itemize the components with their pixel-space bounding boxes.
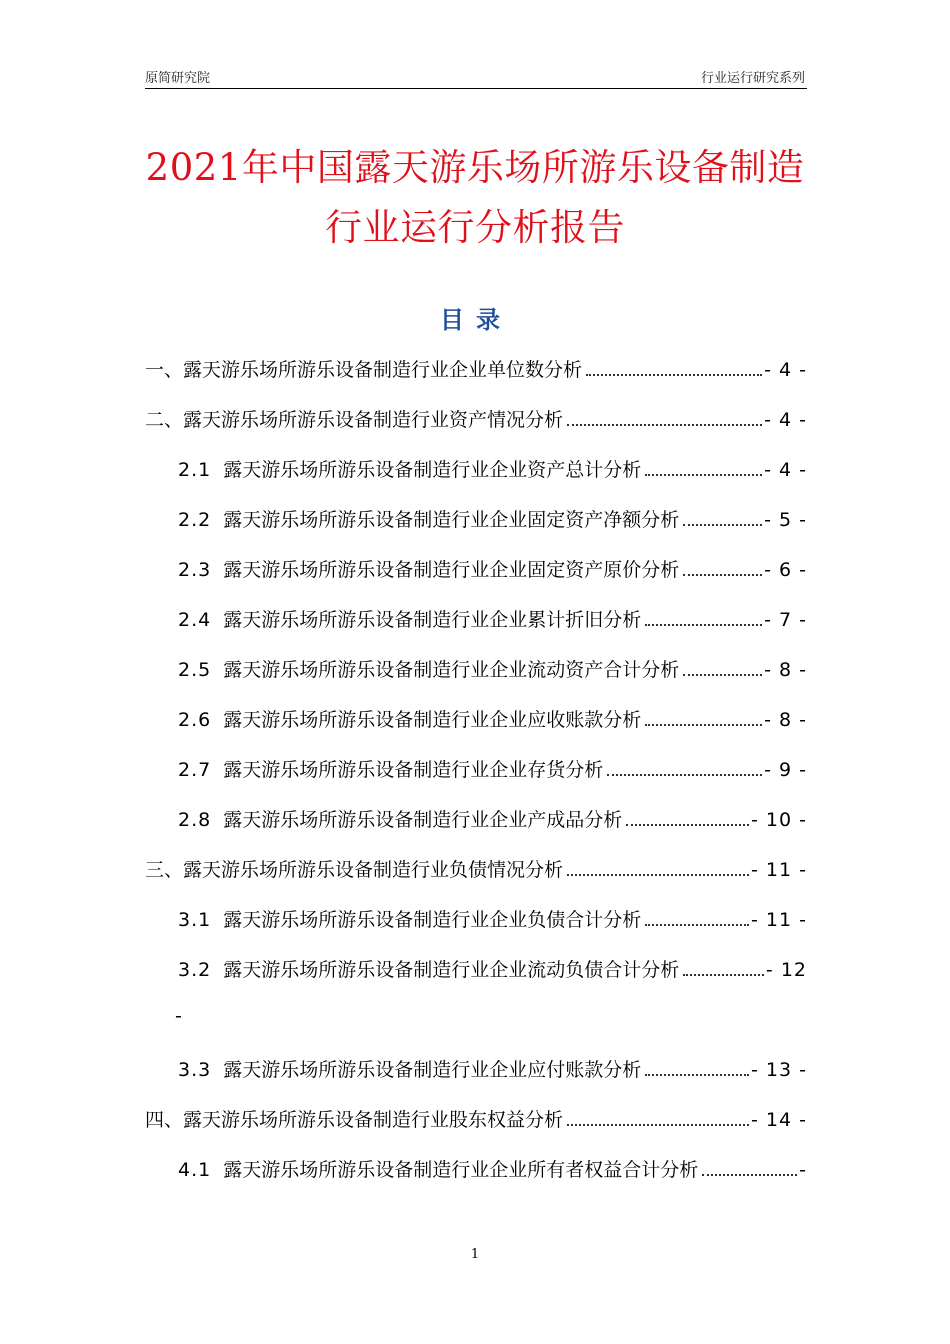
toc-entry-text: 露天游乐场所游乐设备制造行业企业所有者权益合计分析: [223, 1159, 699, 1181]
toc-dot-leader: [567, 874, 749, 876]
toc-entry-page: - 14 -: [751, 1109, 807, 1131]
title-line-2: 行业运行分析报告: [325, 206, 625, 249]
toc-entry-page: - 12: [765, 959, 807, 981]
toc-entry-page: - 6 -: [764, 559, 807, 581]
toc-dot-leader: [567, 424, 762, 426]
toc-entry-text: 三、露天游乐场所游乐设备制造行业负债情况分析: [145, 859, 564, 881]
toc-entry-text: 露天游乐场所游乐设备制造行业企业累计折旧分析: [223, 609, 642, 631]
toc-dot-leader: [626, 824, 749, 826]
toc-entry-page: - 10 -: [751, 809, 807, 831]
toc-entry[interactable]: [178, 555, 807, 585]
toc-entry-text: 露天游乐场所游乐设备制造行业企业固定资产净额分析: [223, 509, 680, 531]
report-title: [140, 138, 810, 258]
toc-dot-leader: [702, 1174, 797, 1176]
toc-entry-number: 3.3: [178, 1059, 212, 1081]
toc-dot-leader: [683, 574, 762, 576]
toc-entry[interactable]: [178, 655, 807, 685]
toc-entry[interactable]: [145, 1105, 807, 1135]
toc-entry[interactable]: [178, 755, 807, 785]
toc-dot-leader: [645, 1074, 749, 1076]
toc-entry-page: - 11 -: [751, 909, 807, 931]
toc-dot-leader: [683, 674, 762, 676]
toc-entry-page: - 8 -: [764, 709, 807, 731]
toc-entry[interactable]: [145, 405, 807, 435]
toc-dot-leader: [645, 624, 762, 626]
toc-dot-leader: [645, 924, 749, 926]
toc-dot-leader: [645, 474, 762, 476]
toc-entry-text: 四、露天游乐场所游乐设备制造行业股东权益分析: [145, 1109, 564, 1131]
toc-entry-number: 3.2: [178, 959, 212, 981]
toc-entry-page: - 11 -: [751, 859, 807, 881]
toc-entry-text: 露天游乐场所游乐设备制造行业企业应收账款分析: [223, 709, 642, 731]
toc-dot-leader: [607, 774, 762, 776]
toc-entry[interactable]: [178, 455, 807, 485]
toc-continuation-dash: -: [175, 1005, 182, 1027]
toc-entry-number: 3.1: [178, 909, 212, 931]
toc-entry-text: 露天游乐场所游乐设备制造行业企业流动负债合计分析: [223, 959, 680, 981]
toc-dot-leader: [586, 374, 762, 376]
toc-entry[interactable]: [178, 605, 807, 635]
toc-entry-text: 一、露天游乐场所游乐设备制造行业企业单位数分析: [145, 359, 583, 381]
toc-entry-text: 露天游乐场所游乐设备制造行业企业存货分析: [223, 759, 604, 781]
toc-entry-number: 2.4: [178, 609, 212, 631]
toc-entry-text: 露天游乐场所游乐设备制造行业企业应付账款分析: [223, 1059, 642, 1081]
toc-dot-leader: [683, 974, 764, 976]
toc-heading: 目录: [440, 306, 512, 334]
header-org: 原简研究院: [145, 71, 211, 86]
toc-entry-page: - 9 -: [764, 759, 807, 781]
toc-entry[interactable]: [145, 355, 807, 385]
toc-entry-page: - 5 -: [764, 509, 807, 531]
toc-entry[interactable]: [178, 905, 807, 935]
header-rule: [145, 88, 807, 89]
toc-entry-text: 露天游乐场所游乐设备制造行业企业产成品分析: [223, 809, 623, 831]
toc-entry-number: 2.7: [178, 759, 212, 781]
title-line-1: 2021年中国露天游乐场所游乐设备制造: [145, 146, 805, 189]
toc-entry-text: 露天游乐场所游乐设备制造行业企业固定资产原价分析: [223, 559, 680, 581]
toc-entry-page: - 7 -: [764, 609, 807, 631]
toc-entry-text: 二、露天游乐场所游乐设备制造行业资产情况分析: [145, 409, 564, 431]
toc-entry-page: - 13 -: [751, 1059, 807, 1081]
toc-entry-text: 露天游乐场所游乐设备制造行业企业负债合计分析: [223, 909, 642, 931]
toc-entry[interactable]: [178, 705, 807, 735]
toc-entry[interactable]: [145, 855, 807, 885]
toc-entry[interactable]: [178, 955, 807, 985]
toc-entry[interactable]: [178, 1055, 807, 1085]
toc-entry[interactable]: [178, 505, 807, 535]
toc-entry-number: 2.3: [178, 559, 212, 581]
toc-dot-leader: [683, 524, 762, 526]
toc-entry-page: - 4 -: [764, 359, 807, 381]
toc-entry-page: -: [799, 1159, 807, 1181]
header-series: 行业运行研究系列: [700, 71, 805, 86]
page-number: 1: [470, 1247, 480, 1262]
toc-entry-text: 露天游乐场所游乐设备制造行业企业资产总计分析: [223, 459, 642, 481]
toc-entry-number: 2.5: [178, 659, 212, 681]
toc-entry-number: 2.8: [178, 809, 212, 831]
toc-entry-number: 2.6: [178, 709, 212, 731]
toc-entry-page: - 4 -: [764, 409, 807, 431]
toc-entry[interactable]: [178, 1155, 807, 1185]
toc-entry-text: 露天游乐场所游乐设备制造行业企业流动资产合计分析: [223, 659, 680, 681]
toc-entry[interactable]: [178, 805, 807, 835]
toc-entry-page: - 8 -: [764, 659, 807, 681]
toc-entry-number: 4.1: [178, 1159, 212, 1181]
toc-entry-page: - 4 -: [764, 459, 807, 481]
toc-dot-leader: [645, 724, 762, 726]
toc-entry-number: 2.1: [178, 459, 212, 481]
toc-dot-leader: [567, 1124, 749, 1126]
toc-entry-number: 2.2: [178, 509, 212, 531]
